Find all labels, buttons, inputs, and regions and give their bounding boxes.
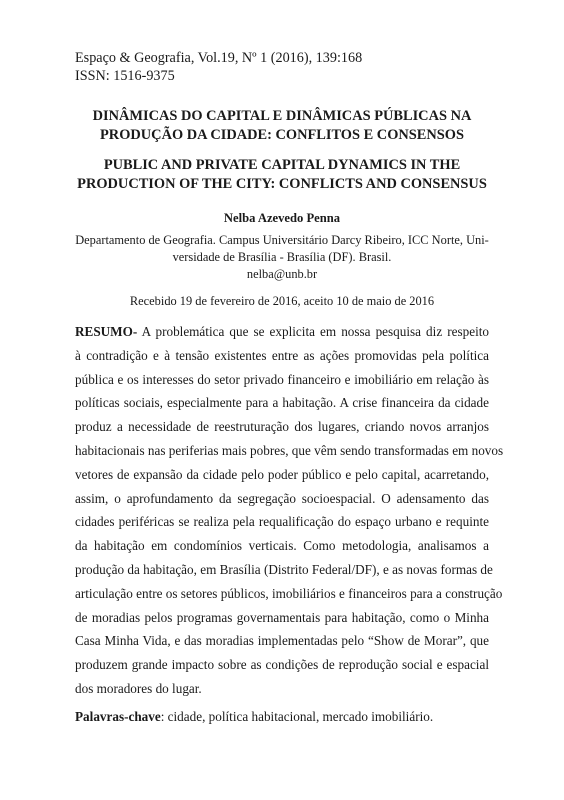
journal-citation: Espaço & Geografia, Vol.19, Nº 1 (2016), 139:168 — [75, 50, 363, 66]
abstract-line: articulação entre os setores públicos, imobiliários e financeiros para a construção — [75, 585, 503, 601]
abstract-line: produz a necessidade de reestruturação dos lugares, criando novos arranjos — [75, 419, 489, 435]
abstract-line: pública e os interesses do setor privado financeiro e imobiliário em relação às — [75, 371, 489, 387]
journal-issn: ISSN: 1516-9375 — [75, 68, 175, 84]
abstract-line: produzem grande impacto sobre as condições de reprodução social e espacial — [75, 657, 489, 673]
abstract-line: habitacionais nas periferias mais pobres, que vêm sendo transformadas em novos — [75, 442, 504, 458]
abstract-line — [75, 320, 489, 344]
title-english-line: PUBLIC AND PRIVATE CAPITAL DYNAMICS IN THE — [103, 157, 461, 173]
abstract-line: políticas sociais, especialmente para a habitação. A crise financeira da cidade — [75, 395, 489, 411]
author-name: Nelba Azevedo Penna — [223, 211, 341, 225]
keywords-text: : cidade, política habitacional, mercado imobiliário. — [160, 709, 434, 724]
abstract-label: RESUMO- — [75, 324, 138, 339]
title-portuguese-line: DINÂMICAS DO CAPITAL E DINÂMICAS PÚBLICAS NA — [92, 108, 472, 124]
abstract-line: dos moradores do lugar. — [75, 680, 202, 696]
affiliation-line: Departamento de Geografia. Campus Universitário Darcy Ribeiro, ICC Norte, Uni- — [75, 233, 489, 247]
abstract-line: assim, o aprofundamento da segregação socioespacial. O adensamento das — [75, 490, 489, 506]
abstract-line: Casa Minha Vida, e das moradias implementadas pelo “Show de Morar”, que — [75, 633, 489, 649]
author-email: nelba@unb.br — [246, 267, 318, 281]
title-english — [64, 156, 500, 194]
abstract-line: cidades periféricas se realiza pela requalificação do espaço urbano e requinte — [75, 514, 489, 530]
affiliation-line: versidade de Brasília - Brasília (DF). Brasil. — [172, 250, 392, 264]
journal-header — [75, 49, 362, 85]
received-dates: Recebido 19 de fevereiro de 2016, aceito 10 de maio de 2016 — [129, 294, 435, 308]
keywords-label: Palavras-chave — [75, 709, 161, 724]
keywords — [75, 708, 489, 726]
title-portuguese-line: PRODUÇÃO DA CIDADE: CONFLITOS E CONSENSOS — [100, 127, 464, 143]
abstract-text: A problemática que se explicita em nossa pesquisa diz respeito — [137, 324, 489, 339]
abstract — [75, 320, 504, 701]
abstract-line: de moradias pelos programas governamentais para habitação, como o Minha — [75, 609, 489, 625]
abstract-line: vetores de expansão da cidade pelo poder público e pelo capital, acarretando, — [75, 466, 489, 482]
title-english-line: PRODUCTION OF THE CITY: CONFLICTS AND CONSENSUS — [77, 176, 487, 192]
abstract-line: produção da habitação, em Brasília (Distrito Federal/DF), e as novas formas de — [75, 561, 493, 577]
author-affiliation — [75, 232, 489, 283]
abstract-line: da habitação em condomínios verticais. Como metodologia, analisamos a — [75, 538, 489, 554]
title-portuguese — [64, 107, 500, 145]
abstract-line: à contradição e à tensão existentes entre as ações promovidas pela política — [75, 347, 489, 363]
